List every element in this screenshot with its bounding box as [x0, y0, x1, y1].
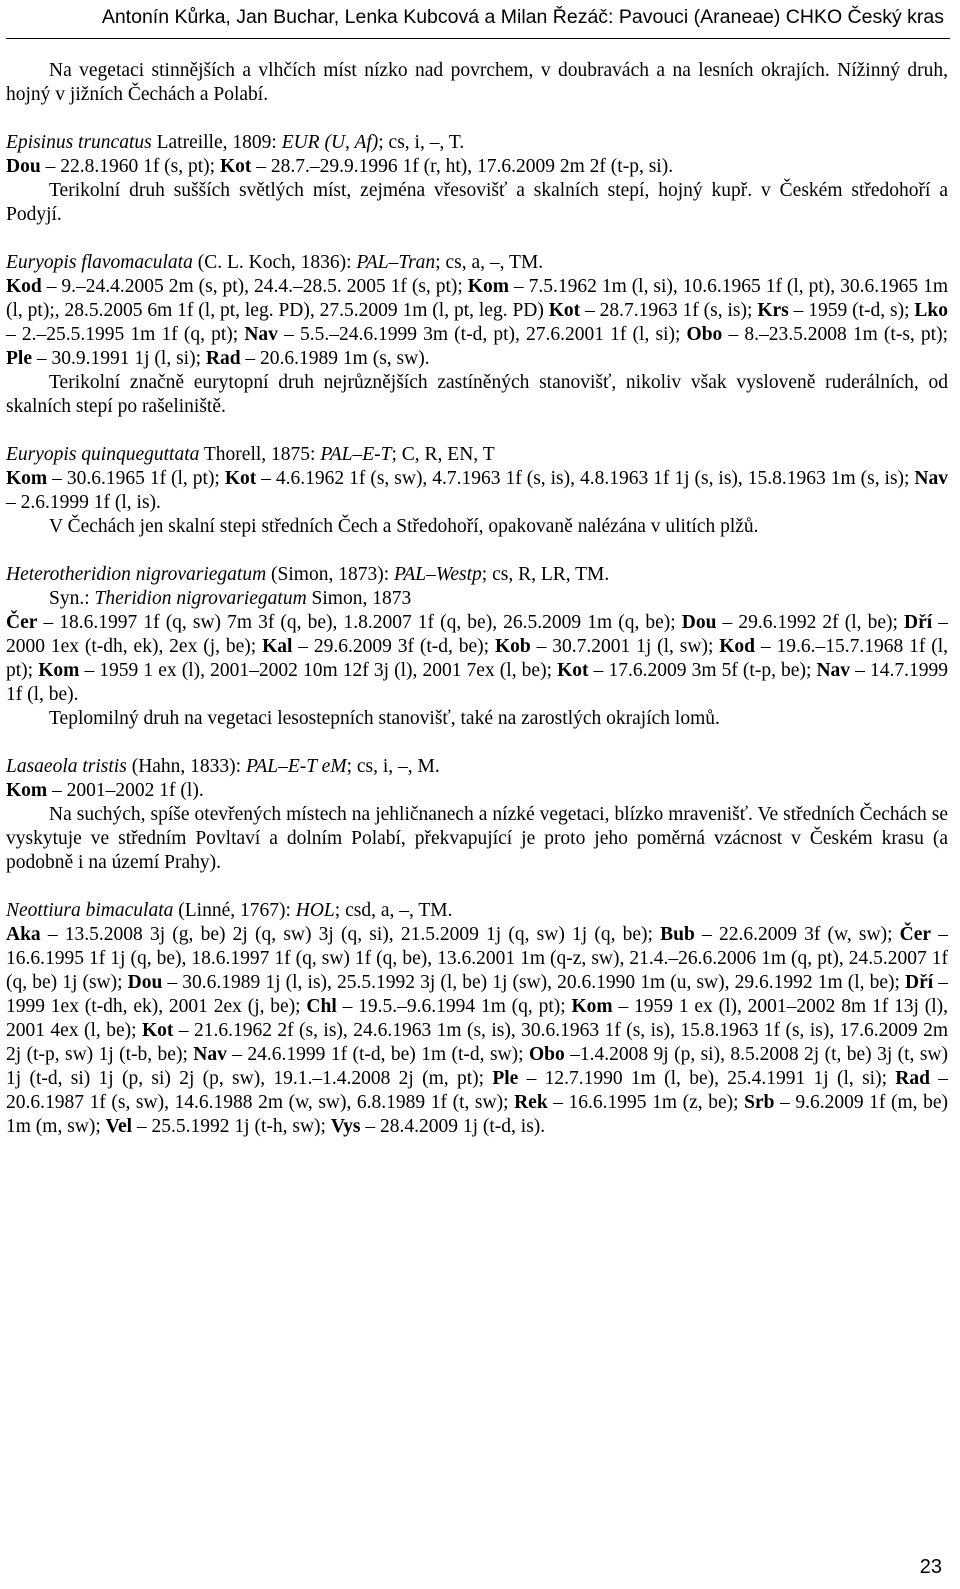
paragraph — [6, 467, 948, 515]
paragraph — [6, 155, 948, 179]
text-segment: – 21.6.1962 2f (s, is), 24.6.1963 1m (s, is), 30.6.1963 1f (s, is), 15.8.1963 1f (s, is), 17.6.2009 2m 2j (t-p, sw) 1j (t-b, be); — [6, 1020, 948, 1065]
text-segment: Thorell, 1875: — [199, 444, 321, 465]
text-segment: – 9.–24.4.2005 2m (s, pt), 24.4.–28.5. 2005 1f (s, pt); — [41, 276, 468, 297]
species-name-text: Episinus truncatus — [6, 132, 152, 153]
locality-code: Dou — [681, 612, 717, 633]
species-name-text: Euryopis quinqueguttata — [6, 444, 200, 465]
text-segment: – 2000 1ex (t-dh, ek), 2ex (j, be); — [6, 612, 948, 657]
text-segment: – 30.7.2001 1j (l, sw); — [530, 636, 720, 657]
locality-code: Obo — [528, 1044, 565, 1065]
text-segment: – 24.6.1999 1f (t-d, be) 1m (t-d, sw); — [226, 1044, 529, 1065]
locality-code: Bub — [660, 924, 695, 945]
locality-code: Kom — [467, 276, 509, 297]
text-segment: – 1959 (t-d, s); — [788, 300, 915, 321]
text-segment: V Čechách jen skalní stepi středních Čech a Středohoří, opakovaně nalézána v ulitích plžů. — [49, 516, 759, 537]
locality-code: Dou — [6, 156, 41, 177]
text-segment: ; cs, R, LR, TM. — [481, 564, 610, 585]
text-segment: – 2001–2002 1f (l). — [47, 780, 204, 801]
text-segment: – 8.–23.5.2008 1m (t-s, pt); — [722, 324, 949, 345]
paragraph — [6, 803, 948, 875]
text-segment: – 16.6.1995 1m (z, be); — [547, 1092, 745, 1113]
species-name-text: Neottiura bimaculata — [6, 900, 174, 921]
text-segment: – 12.7.1990 1m (l, be), 25.4.1991 1j (l, si); — [518, 1068, 896, 1089]
text-segment: – 4.6.1962 1f (s, sw), 4.7.1963 1f (s, is), 4.8.1963 1f 1j (s, is), 15.8.1963 1m (s, is); — [256, 468, 915, 489]
text-segment: – 13.5.2008 3j (g, be) 2j (q, sw) 3j (q, si), 21.5.2009 1j (q, sw) 1j (q, be); — [40, 924, 661, 945]
locality-code: Kod — [6, 276, 42, 297]
paragraph — [6, 563, 948, 587]
locality-code: Dří — [905, 972, 934, 993]
locality-code: Kal — [262, 636, 293, 657]
locality-code: Kod — [719, 636, 755, 657]
locality-code: Ple — [6, 348, 32, 369]
paragraph — [6, 779, 948, 803]
locality-code: Rad — [895, 1068, 930, 1089]
text-segment: Latreille, 1809: — [151, 132, 282, 153]
locality-code: Kot — [219, 156, 252, 177]
text-segment: – 18.6.1997 1f (q, sw) 7m 3f (q, be), 1.8.2007 1f (q, be), 26.5.2009 1m (q, be); — [37, 612, 682, 633]
text-segment: Na suchých, spíše otevřených místech na jehličnanech a nízké vegetaci, blízko mravenišť. Ve středních Čechách se vyskytuje ve středním Povltaví a dolním Polabí, překvapující je proto jeho poměrná vzácnost v Českém krasu (a podobně i na území Prahy). — [6, 804, 948, 873]
paragraph — [6, 923, 948, 1139]
text-segment: –16.6.1995 1f 1j (q, be), 18.6.1997 1f (q, sw) 1f (q, be), 13.6.2001 1m (q-z, sw), 21.4.–26.6.2006 1m (q, pt), 24.5.2007 1f (q, be) 1j (sw); — [6, 924, 949, 993]
text-segment: (Hahn, 1833): — [126, 756, 246, 777]
locality-code: Vys — [330, 1116, 361, 1137]
text-segment: ; cs, a, –, TM. — [435, 252, 544, 273]
text-segment: – 2.–25.5.1995 1m 1f (q, pt); — [6, 324, 245, 345]
text-segment: – 7.5.1962 1m (l, si), 10.6.1965 1f (l, pt), 30.6.1965 1m (l, pt);, 28.5.2005 6m 1f (l, pt, leg. PD), 27.5.2009 1m (l, pt, leg. PD) — [6, 276, 948, 321]
text-segment: – 20.6.1989 1m (s, sw). — [240, 348, 430, 369]
paragraph — [6, 899, 948, 923]
locality-code: Krs — [757, 300, 789, 321]
species-name-text: Heterotheridion nigrovariegatum — [6, 564, 267, 585]
text-segment: – 28.7.–29.9.1996 1f (r, ht), 17.6.2009 2m 2f (t-p, si). — [251, 156, 674, 177]
locality-code: Kom — [571, 996, 613, 1017]
locality-code: Kom — [6, 780, 48, 801]
locality-code: Ple — [492, 1068, 519, 1089]
text-segment: – 28.4.2009 1j (t-d, is). — [360, 1116, 546, 1137]
text-segment: ; csd, a, –, TM. — [334, 900, 453, 921]
locality-code: Rad — [205, 348, 241, 369]
species-name-text: Theridion nigrovariegatum — [94, 588, 307, 609]
species-name-text: EUR (U, Af) — [281, 132, 379, 153]
text-segment: – 9.6.2009 1f (m, be) 1m (m, sw); — [6, 1092, 948, 1137]
text-segment: Syn.: — [49, 588, 95, 609]
locality-code: Aka — [6, 924, 41, 945]
text-segment: ; C, R, EN, T — [391, 444, 495, 465]
locality-code: Kot — [557, 660, 589, 681]
locality-code: Kob — [494, 636, 531, 657]
locality-code: Dou — [127, 972, 163, 993]
locality-code: Nav — [244, 324, 278, 345]
text-segment: – 1959 1 ex (l), 2001–2002 10m 12f 3j (l), 2001 7ex (l, be); — [79, 660, 558, 681]
text-segment: – 29.6.2009 3f (t-d, be); — [292, 636, 495, 657]
text-segment: –1.4.2008 9j (p, si), 8.5.2008 2j (t, be) 3j (t, sw) 1j (t-d, si) 1j (p, si) 2j (p, sw), 19.1.–1.4.2008 2j (m, pt); — [6, 1044, 948, 1089]
paragraph — [6, 275, 948, 371]
species-name-text: HOL — [295, 900, 335, 921]
text-segment: Terikolní značně eurytopní druh nejrůznějších zastíněných stanovišť, nikoliv však vysloveně ruderálních, od skalních stepí po rašeliniště. — [6, 372, 948, 417]
locality-code: Obo — [686, 324, 723, 345]
text-segment: – 25.5.1992 1j (t-h, sw); — [132, 1116, 331, 1137]
text-segment: – 1959 1 ex (l), 2001–2002 8m 1f 13j (l), 2001 4ex (l, be); — [6, 996, 949, 1041]
paragraph — [6, 59, 948, 107]
paragraph — [6, 707, 948, 731]
text-segment: – 20.6.1987 1f (s, sw), 14.6.1988 2m (w, sw), 6.8.1989 1f (t, sw); — [6, 1068, 949, 1113]
locality-code: Nav — [193, 1044, 227, 1065]
text-segment: ; cs, i, –, M. — [346, 756, 440, 777]
text-segment: – 30.9.1991 1j (l, si); — [31, 348, 206, 369]
species-name-text: PAL–Westp — [394, 564, 482, 585]
text-segment: Simon, 1873 — [306, 588, 412, 609]
paragraph — [6, 587, 948, 611]
text-segment: – 22.6.2009 3f (w, sw); — [694, 924, 900, 945]
locality-code: Čer — [899, 924, 932, 945]
locality-code: Kot — [141, 1020, 174, 1041]
locality-code: Vel — [105, 1116, 133, 1137]
text-segment: – 14.7.1999 1f (l, be). — [6, 660, 949, 705]
document-body — [6, 59, 948, 1139]
text-segment: (C. L. Koch, 1836): — [192, 252, 357, 273]
text-segment: Terikolní druh sušších světlých míst, zejména vřesovišť a skalních stepí, hojný kupř. v Českém středohoří a Podyjí. — [6, 180, 948, 225]
locality-code: Kom — [38, 660, 80, 681]
species-name-text: PAL–E-T — [320, 444, 392, 465]
text-segment: – 22.8.1960 1f (s, pt); — [40, 156, 220, 177]
locality-code: Dří — [904, 612, 933, 633]
paragraph — [6, 515, 948, 539]
locality-code: Srb — [744, 1092, 775, 1113]
species-name-text: PAL–E-T eM — [245, 756, 347, 777]
paragraph — [6, 443, 948, 467]
locality-code: Lko — [914, 300, 949, 321]
text-segment: – 2.6.1999 1f (l, is). — [6, 492, 161, 513]
locality-code: Nav — [914, 468, 949, 489]
text-segment: – 19.6.–15.7.1968 1f (l, pt); — [6, 636, 949, 681]
page-number: 23 — [919, 1556, 942, 1578]
locality-code: Kot — [224, 468, 257, 489]
paragraph — [6, 611, 948, 707]
locality-code: Chl — [306, 996, 337, 1017]
paragraph — [6, 371, 948, 419]
text-segment: – 1999 1ex (t-dh, ek), 2001 2ex (j, be); — [6, 972, 949, 1017]
text-segment: Na vegetaci stinnějších a vlhčích míst nízko nad povrchem, v doubravách a na lesních okrajích. Nížinný druh, hojný v jižních Čechách a Polabí. — [6, 60, 948, 105]
locality-code: Čer — [6, 612, 38, 633]
paragraph — [6, 755, 948, 779]
locality-code: Nav — [816, 660, 851, 681]
text-segment: ; cs, i, –, T. — [378, 132, 465, 153]
text-segment: – 19.5.–9.6.1994 1m (q, pt); — [336, 996, 572, 1017]
text-segment: (Simon, 1873): — [266, 564, 394, 585]
paragraph — [6, 179, 948, 227]
locality-code: Rek — [514, 1092, 548, 1113]
text-segment: – 28.7.1963 1f (s, is); — [580, 300, 758, 321]
text-segment: (Linné, 1767): — [173, 900, 296, 921]
text-segment: – 5.5.–24.6.1999 3m (t-d, pt), 27.6.2001 1f (l, si); — [277, 324, 687, 345]
species-name-text: Euryopis flavomaculata — [6, 252, 193, 273]
locality-code: Kom — [6, 468, 48, 489]
text-segment: – 30.6.1989 1j (l, is), 25.5.1992 3j (l, be) 1j (sw), 20.6.1990 1m (u, sw), 29.6.1992 1m (l, be); — [162, 972, 905, 993]
paragraph — [6, 251, 948, 275]
text-segment: – 29.6.1992 2f (l, be); — [716, 612, 905, 633]
species-name-text: PAL–Tran — [356, 252, 436, 273]
locality-code: Kot — [548, 300, 581, 321]
text-segment: – 17.6.2009 3m 5f (t-p, be); — [588, 660, 817, 681]
text-segment: – 30.6.1965 1f (l, pt); — [47, 468, 225, 489]
species-name-text: Lasaeola tristis — [6, 756, 127, 777]
text-segment: Teplomilný druh na vegetaci lesostepních stanovišť, také na zarostlých okrajích lomů. — [49, 708, 720, 729]
paragraph — [6, 131, 948, 155]
running-header: Antonín Kůrka, Jan Buchar, Lenka Kubcová a Milan Řezáč: Pavouci (Araneae) CHKO Český kras — [101, 6, 944, 28]
header-rule — [6, 38, 950, 39]
